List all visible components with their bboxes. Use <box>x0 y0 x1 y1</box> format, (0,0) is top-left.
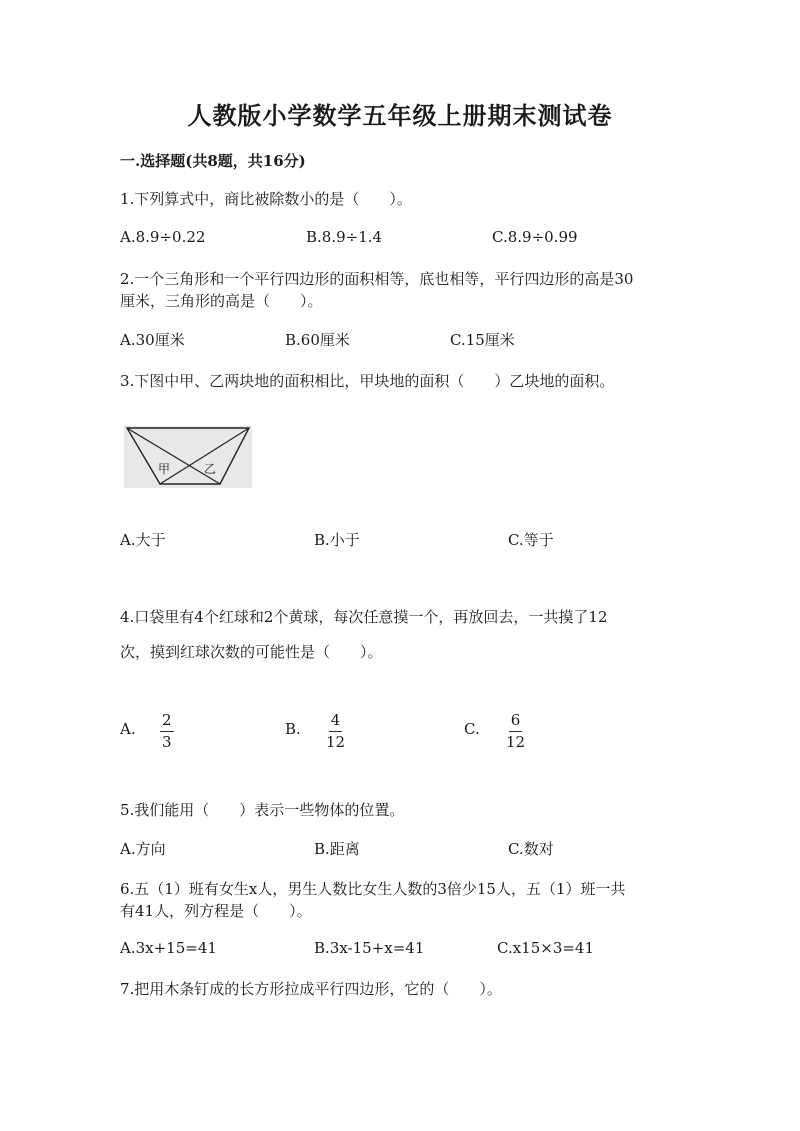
question-4-line-1: 4.口袋里有4个红球和2个黄球，每次任意摸一个，再放回去，一共摸了12 <box>120 608 608 626</box>
q3-option-b: B.小于 <box>314 531 360 549</box>
q3-option-a: A.大于 <box>120 531 166 549</box>
fraction-denominator: 12 <box>506 733 526 751</box>
question-5: 5.我们能用（ ）表示一些物体的位置。 <box>120 801 405 819</box>
fraction-numerator: 2 <box>160 713 174 732</box>
question-2-line-1: 2.一个三角形和一个平行四边形的面积相等，底也相等，平行四边形的高是30 <box>120 270 634 288</box>
trapezoid-diagram <box>124 426 252 488</box>
question-2-line-2: 厘米，三角形的高是（ ）。 <box>120 292 323 310</box>
question-4-line-2: 次，摸到红球次数的可能性是（ ）。 <box>120 643 383 661</box>
q1-option-c: C.8.9÷0.99 <box>492 228 578 246</box>
fraction-denominator: 12 <box>326 733 346 751</box>
q4-option-b-fraction <box>326 713 345 750</box>
q6-option-a: A.3x+15=41 <box>120 939 217 957</box>
page-title: 人教版小学数学五年级上册期末测试卷 <box>187 101 613 130</box>
label-jia: 甲 <box>158 462 171 476</box>
fraction-numerator: 6 <box>509 713 523 732</box>
section-heading: 一.选择题(共8题，共16分) <box>120 152 306 170</box>
q1-option-b: B.8.9÷1.4 <box>306 228 383 246</box>
label-yi: 乙 <box>204 462 217 476</box>
question-7: 7.把用木条钉成的长方形拉成平行四边形，它的（ ）。 <box>120 980 502 998</box>
question-1: 1.下列算式中，商比被除数小的是（ ）。 <box>120 190 412 208</box>
question-6-line-2: 有41人，列方程是（ ）。 <box>120 902 312 920</box>
q2-option-c: C.15厘米 <box>450 331 515 349</box>
q4-option-b-label: B. <box>285 720 301 738</box>
q6-option-b: B.3x-15+x=41 <box>314 939 425 957</box>
q1-option-a: A.8.9÷0.22 <box>120 228 206 246</box>
question-6-line-1: 6.五（1）班有女生x人，男生人数比女生人数的3倍少15人，五（1）班一共 <box>120 880 626 898</box>
q3-option-c: C.等于 <box>508 531 554 549</box>
q4-option-c-label: C. <box>464 720 480 738</box>
fraction-numerator: 4 <box>329 713 343 732</box>
q2-option-b: B.60厘米 <box>285 331 350 349</box>
fraction-denominator: 3 <box>162 733 172 751</box>
trapezoid-figure <box>124 426 252 488</box>
q4-option-a-fraction <box>160 713 174 750</box>
q4-option-a-label: A. <box>120 720 136 738</box>
q5-option-c: C.数对 <box>508 840 554 858</box>
q5-option-a: A.方向 <box>120 840 166 858</box>
q4-option-c-fraction <box>506 713 525 750</box>
q2-option-a: A.30厘米 <box>120 331 185 349</box>
q5-option-b: B.距离 <box>314 840 360 858</box>
question-3: 3.下图中甲、乙两块地的面积相比，甲块地的面积（ ）乙块地的面积。 <box>120 372 615 390</box>
q6-option-c: C.x15×3=41 <box>497 939 595 957</box>
